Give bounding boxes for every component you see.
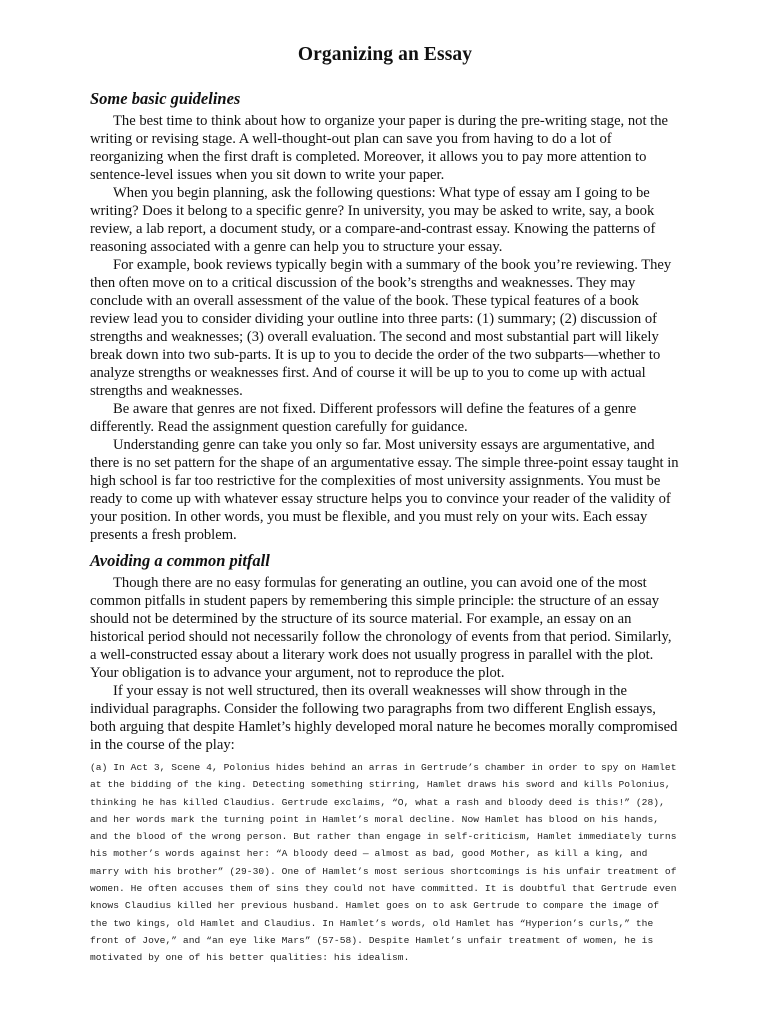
section-heading: Avoiding a common pitfall xyxy=(90,551,270,570)
page-title: Organizing an Essay xyxy=(297,44,473,65)
paragraph: Be aware that genres are not fixed. Different professors will define the features of a genre differently. Read the assignment question carefully for guidance. xyxy=(90,401,637,435)
section-pitfall xyxy=(90,550,680,754)
paragraph: Though there are no easy formulas for generating an outline, you can avoid one of the most common pitfalls in student papers by remembering this simple principle: the structure of an essay should not be determined by the structure of its source material. For example, an essay on an historical period should not necessarily follow the chronology of events from that period. Similarly, a well-constructed essay about a literary work does not usually progress in parallel with the plot. Your obligation is to advance your argument, not to reproduce the plot. xyxy=(90,575,672,681)
paragraph: When you begin planning, ask the following questions: What type of essay am I going to be writing? Does it belong to a specific genre? In university, you may be asked to write, say, a book review, a lab report, a document study, or a compare-and-contrast essay. Knowing the patterns of reasoning associated with a genre can help you to structure your essay. xyxy=(90,185,656,255)
paragraph: Understanding genre can take you only so far. Most university essays are argumentative, and there is no set pattern for the shape of an argumentative essay. The simple three-point essay taught in high school is far too restrictive for the complexities of most university assignments. You must be ready to come up with whatever essay structure helps you to convince your reader of the validity of your position. In other words, you must be flexible, and you must rely on your wits. Each essay presents a fresh problem. xyxy=(90,437,679,543)
paragraph: If your essay is not well structured, then its overall weaknesses will show through in the individual paragraphs. Consider the following two paragraphs from two different English essays, both arguing that despite Hamlet’s highly developed moral nature he becomes morally compromised in the course of the play: xyxy=(90,683,678,753)
paragraph: For example, book reviews typically begin with a summary of the book you’re reviewing. They then often move on to a critical discussion of the book’s strengths and weaknesses. They may conclude with an overall assessment of the value of the book. These typical features of a book review lead you to consider dividing your outline into three parts: (1) summary; (2) discussion of strengths and weaknesses; (3) overall evaluation. The second and most substantial part will likely break down into two sub-parts. It is up to you to decide the order of the two subparts—whether to analyze strengths or weaknesses first. And of course it will be up to you to come up with actual strengths and weaknesses. xyxy=(90,257,672,399)
example-paragraph-a: (a) In Act 3, Scene 4, Polonius hides behind an arras in Gertrude’s chamber in order to spy on Hamlet at the bidding of the king. Detecting something stirring, Hamlet draws his sword and kills Polonius, thinking he has killed Claudius. Gertrude exclaims, “O, what a rash and bloody deed is this!” (28), and her words mark the turning point in Hamlet’s moral decline. Now Hamlet has blood on his hands, and the blood of the wrong person. But rather than engage in self-criticism, Hamlet immediately turns his mother’s words against her: “A bloody deed — almost as bad, good Mother, as kill a king, and marry with his brother” (29-30). One of Hamlet’s most serious shortcomings is his unfair treatment of women. He often accuses them of sins they could not have committed. It is doubtful that Gertrude even knows Claudius killed her previous husband. Hamlet goes on to ask Gertrude to compare the image of the two kings, old Hamlet and Claudius. In Hamlet’s words, old Hamlet has “Hyperion’s curls,” the front of Jove,” and “an eye like Mars” (57-58). Despite Hamlet’s unfair treatment of women, he is motivated by one of his better qualities: his idealism. xyxy=(90,762,677,964)
section-guidelines xyxy=(90,88,680,544)
document-page xyxy=(90,40,680,967)
paragraph: The best time to think about how to organize your paper is during the pre-writing stage, not the writing or revising stage. A well-thought-out plan can save you from having to do a lot of reorganizing when the first draft is completed. Moreover, it allows you to pay more attention to sentence-level issues when you sit down to write your paper. xyxy=(90,113,668,183)
section-heading: Some basic guidelines xyxy=(90,89,241,108)
